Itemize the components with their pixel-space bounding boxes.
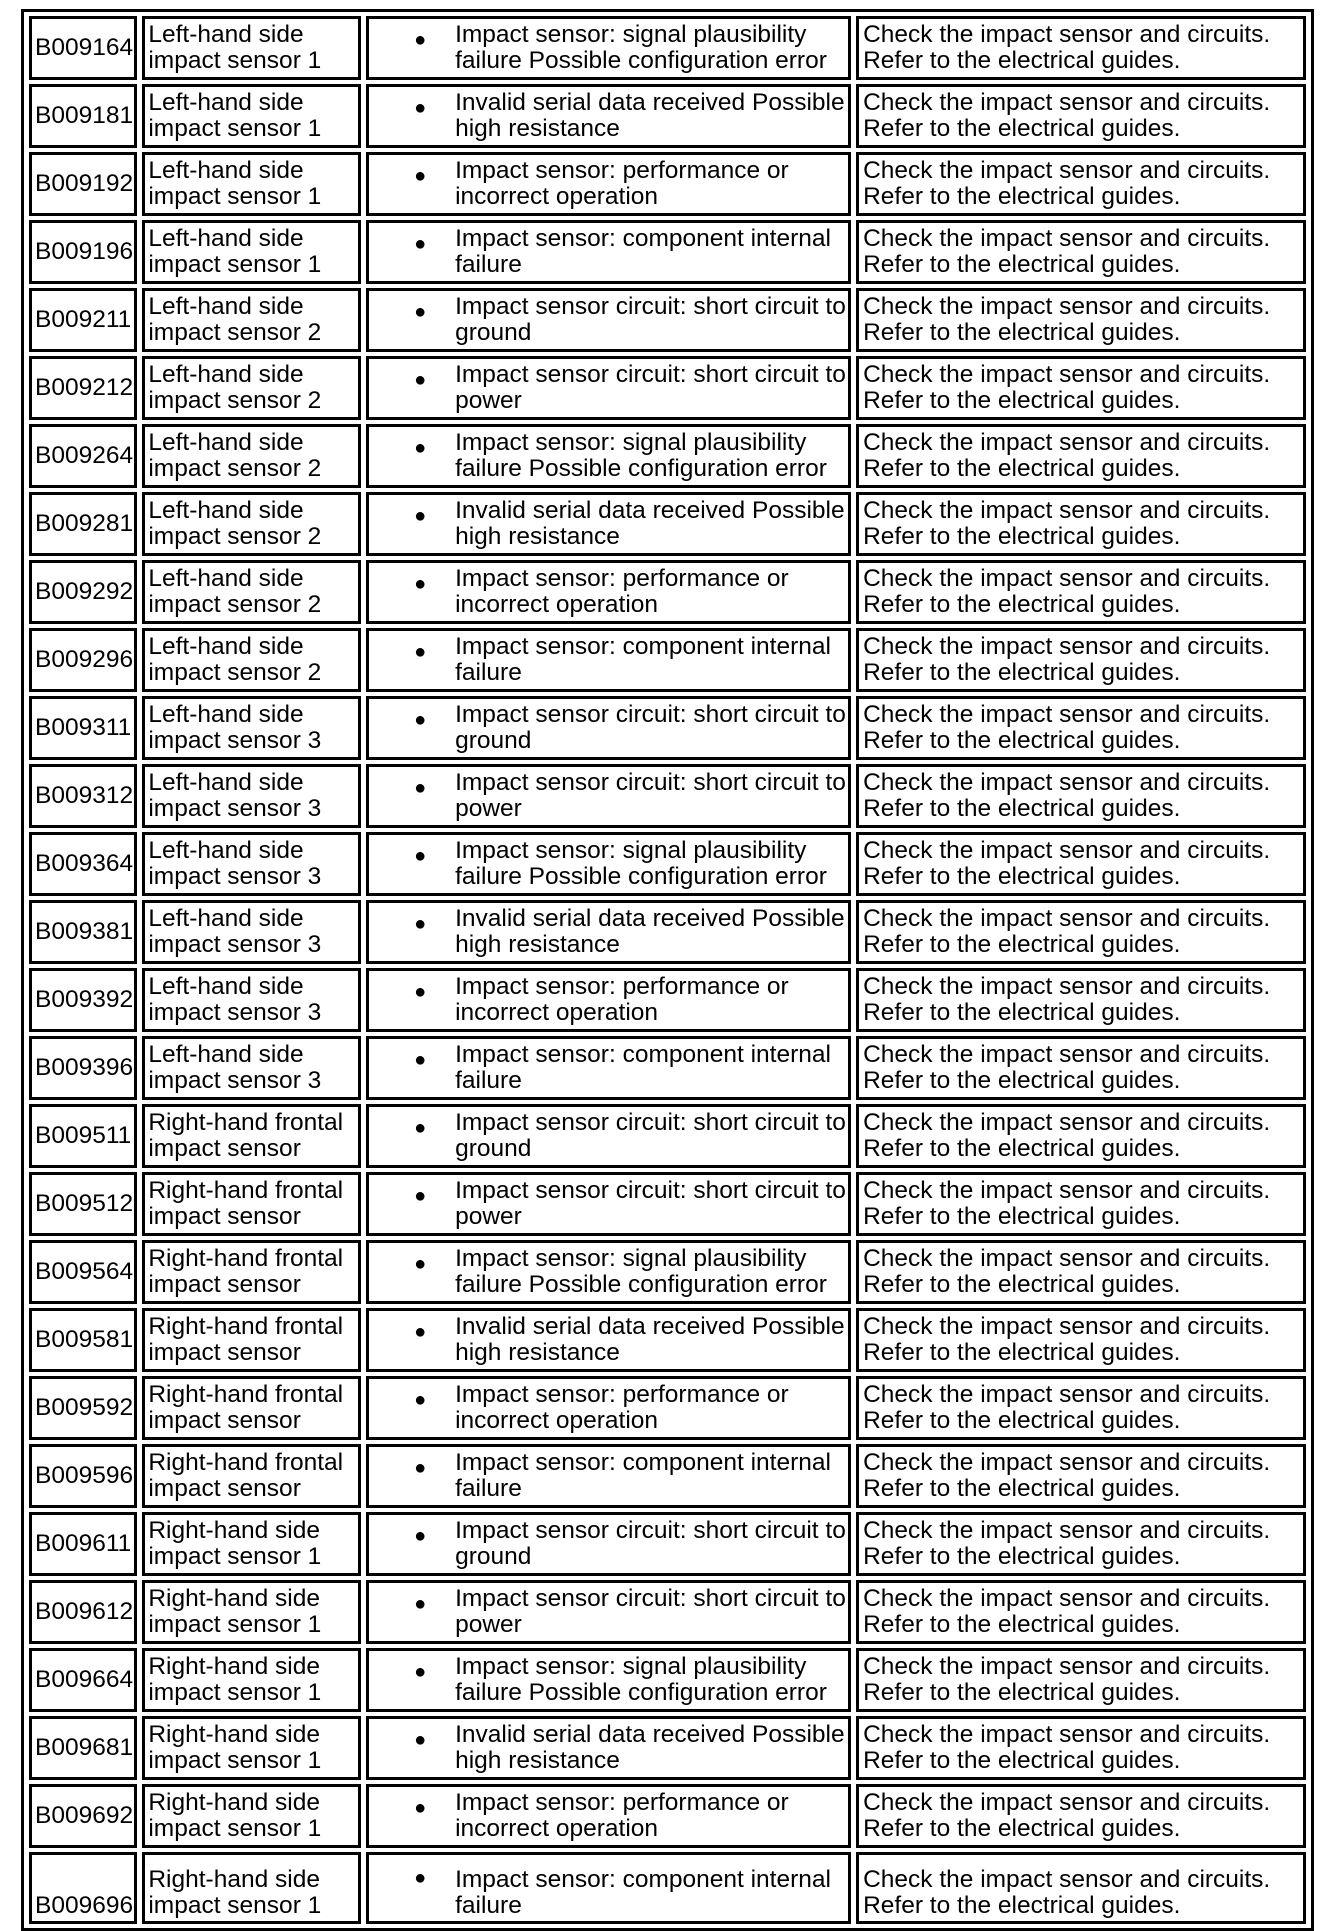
dtc-code-cell: B009381 <box>29 900 137 964</box>
dtc-code-cell: B009164 <box>29 16 137 80</box>
description-cell <box>366 968 851 1032</box>
description-cell <box>366 84 851 148</box>
bullet-icon: ● <box>414 1729 427 1751</box>
description-cell <box>366 424 851 488</box>
dtc-code-cell: B009512 <box>29 1172 137 1236</box>
description-text: Impact sensor circuit: short circuit to power <box>455 1585 846 1638</box>
description-text: Impact sensor: performance or incorrect operation <box>455 157 789 210</box>
description-text: Impact sensor: signal plausibility failure Possible configuration error <box>455 1245 827 1298</box>
table-row <box>29 152 1306 216</box>
action-cell: Check the impact sensor and circuits. Refer to the electrical guides. <box>856 560 1306 624</box>
subsystem-cell: Left-hand side impact sensor 3 <box>142 900 361 964</box>
table-row <box>29 560 1306 624</box>
dtc-code-cell: B009392 <box>29 968 137 1032</box>
bullet-icon: ● <box>414 573 427 595</box>
description-cell <box>366 1784 851 1848</box>
subsystem-cell: Right-hand frontal impact sensor <box>142 1376 361 1440</box>
subsystem-cell: Left-hand side impact sensor 2 <box>142 628 361 692</box>
description-cell <box>366 1852 851 1924</box>
subsystem-cell: Left-hand side impact sensor 3 <box>142 832 361 896</box>
table-row <box>29 1376 1306 1440</box>
description-text: Invalid serial data received Possible high resistance <box>455 497 845 550</box>
dtc-code-cell: B009364 <box>29 832 137 896</box>
subsystem-cell: Right-hand frontal impact sensor <box>142 1240 361 1304</box>
description-cell <box>366 1648 851 1712</box>
table-row <box>29 492 1306 556</box>
description-cell <box>366 628 851 692</box>
table-row <box>29 1580 1306 1644</box>
subsystem-cell: Left-hand side impact sensor 3 <box>142 696 361 760</box>
table-row <box>29 628 1306 692</box>
description-cell <box>366 1240 851 1304</box>
bullet-icon: ● <box>414 1661 427 1683</box>
description-text: Impact sensor: signal plausibility failure Possible configuration error <box>455 1653 827 1706</box>
bullet-icon: ● <box>414 1049 427 1071</box>
description-text: Invalid serial data received Possible high resistance <box>455 1313 845 1366</box>
dtc-code-cell: B009281 <box>29 492 137 556</box>
bullet-icon: ● <box>414 29 427 51</box>
dtc-code-cell: B009692 <box>29 1784 137 1848</box>
bullet-icon: ● <box>414 437 427 459</box>
description-cell <box>366 288 851 352</box>
description-text: Impact sensor: component internal failure <box>455 1041 831 1094</box>
description-cell <box>366 1716 851 1780</box>
bullet-icon: ● <box>414 1593 427 1615</box>
table-row <box>29 696 1306 760</box>
action-cell: Check the impact sensor and circuits. Refer to the electrical guides. <box>856 84 1306 148</box>
bullet-icon: ● <box>414 1253 427 1275</box>
dtc-code-cell: B009612 <box>29 1580 137 1644</box>
table-row <box>29 220 1306 284</box>
description-text: Impact sensor: performance or incorrect operation <box>455 1789 789 1842</box>
table-row <box>29 1648 1306 1712</box>
subsystem-cell: Right-hand frontal impact sensor <box>142 1172 361 1236</box>
description-cell <box>366 764 851 828</box>
description-text: Invalid serial data received Possible high resistance <box>455 89 845 142</box>
description-text: Invalid serial data received Possible high resistance <box>455 1721 845 1774</box>
dtc-code-cell: B009212 <box>29 356 137 420</box>
action-cell: Check the impact sensor and circuits. Refer to the electrical guides. <box>856 288 1306 352</box>
action-cell: Check the impact sensor and circuits. Refer to the electrical guides. <box>856 1036 1306 1100</box>
description-cell <box>366 1172 851 1236</box>
description-text: Impact sensor: component internal failure <box>455 225 831 278</box>
subsystem-cell: Left-hand side impact sensor 1 <box>142 220 361 284</box>
description-cell <box>366 1444 851 1508</box>
bullet-icon: ● <box>414 1117 427 1139</box>
subsystem-cell: Right-hand side impact sensor 1 <box>142 1648 361 1712</box>
table-row <box>29 1512 1306 1576</box>
table-row <box>29 424 1306 488</box>
subsystem-cell: Left-hand side impact sensor 1 <box>142 152 361 216</box>
dtc-code-cell: B009581 <box>29 1308 137 1372</box>
subsystem-cell: Right-hand side impact sensor 1 <box>142 1852 361 1924</box>
table-row <box>29 1852 1306 1924</box>
bullet-icon: ● <box>414 1185 427 1207</box>
bullet-icon: ● <box>414 777 427 799</box>
action-cell: Check the impact sensor and circuits. Refer to the electrical guides. <box>856 1512 1306 1576</box>
description-text: Invalid serial data received Possible high resistance <box>455 905 845 958</box>
subsystem-cell: Right-hand side impact sensor 1 <box>142 1716 361 1780</box>
description-text: Impact sensor circuit: short circuit to ground <box>455 1517 846 1570</box>
subsystem-cell: Left-hand side impact sensor 2 <box>142 288 361 352</box>
dtc-code-cell: B009664 <box>29 1648 137 1712</box>
action-cell: Check the impact sensor and circuits. Refer to the electrical guides. <box>856 1648 1306 1712</box>
description-cell <box>366 696 851 760</box>
bullet-icon: ● <box>414 369 427 391</box>
table-row <box>29 1104 1306 1168</box>
action-cell: Check the impact sensor and circuits. Refer to the electrical guides. <box>856 1444 1306 1508</box>
action-cell: Check the impact sensor and circuits. Refer to the electrical guides. <box>856 16 1306 80</box>
action-cell: Check the impact sensor and circuits. Refer to the electrical guides. <box>856 1852 1306 1924</box>
table-row <box>29 1172 1306 1236</box>
table-row <box>29 900 1306 964</box>
description-cell <box>366 492 851 556</box>
table-row <box>29 1784 1306 1848</box>
action-cell: Check the impact sensor and circuits. Refer to the electrical guides. <box>856 1104 1306 1168</box>
table-row <box>29 764 1306 828</box>
description-cell <box>366 832 851 896</box>
action-cell: Check the impact sensor and circuits. Refer to the electrical guides. <box>856 1784 1306 1848</box>
dtc-table-body <box>29 16 1306 1924</box>
action-cell: Check the impact sensor and circuits. Refer to the electrical guides. <box>856 220 1306 284</box>
table-row <box>29 1308 1306 1372</box>
dtc-code-cell: B009312 <box>29 764 137 828</box>
bullet-icon: ● <box>414 301 427 323</box>
description-cell <box>366 16 851 80</box>
description-text: Impact sensor circuit: short circuit to ground <box>455 293 846 346</box>
bullet-icon: ● <box>414 913 427 935</box>
action-cell: Check the impact sensor and circuits. Refer to the electrical guides. <box>856 1240 1306 1304</box>
dtc-code-cell: B009296 <box>29 628 137 692</box>
description-cell <box>366 1104 851 1168</box>
table-row <box>29 356 1306 420</box>
action-cell: Check the impact sensor and circuits. Refer to the electrical guides. <box>856 1716 1306 1780</box>
subsystem-cell: Left-hand side impact sensor 3 <box>142 968 361 1032</box>
description-text: Impact sensor: signal plausibility failure Possible configuration error <box>455 21 827 74</box>
bullet-icon: ● <box>414 97 427 119</box>
description-text: Impact sensor: component internal failure <box>455 1449 831 1502</box>
bullet-icon: ● <box>414 165 427 187</box>
description-cell <box>366 1036 851 1100</box>
description-cell <box>366 900 851 964</box>
description-cell <box>366 1512 851 1576</box>
description-cell <box>366 152 851 216</box>
description-cell <box>366 1308 851 1372</box>
subsystem-cell: Left-hand side impact sensor 2 <box>142 424 361 488</box>
subsystem-cell: Left-hand side impact sensor 1 <box>142 16 361 80</box>
bullet-icon: ● <box>414 233 427 255</box>
dtc-code-cell: B009611 <box>29 1512 137 1576</box>
description-cell <box>366 560 851 624</box>
bullet-icon: ● <box>414 1457 427 1479</box>
action-cell: Check the impact sensor and circuits. Refer to the electrical guides. <box>856 1580 1306 1644</box>
action-cell: Check the impact sensor and circuits. Refer to the electrical guides. <box>856 764 1306 828</box>
dtc-code-cell: B009181 <box>29 84 137 148</box>
description-text: Impact sensor: performance or incorrect operation <box>455 565 789 618</box>
table-row <box>29 288 1306 352</box>
action-cell: Check the impact sensor and circuits. Refer to the electrical guides. <box>856 1376 1306 1440</box>
action-cell: Check the impact sensor and circuits. Refer to the electrical guides. <box>856 832 1306 896</box>
subsystem-cell: Left-hand side impact sensor 3 <box>142 764 361 828</box>
dtc-code-cell: B009211 <box>29 288 137 352</box>
action-cell: Check the impact sensor and circuits. Refer to the electrical guides. <box>856 696 1306 760</box>
bullet-icon: ● <box>414 641 427 663</box>
subsystem-cell: Right-hand frontal impact sensor <box>142 1308 361 1372</box>
action-cell: Check the impact sensor and circuits. Refer to the electrical guides. <box>856 492 1306 556</box>
subsystem-cell: Right-hand frontal impact sensor <box>142 1444 361 1508</box>
bullet-icon: ● <box>414 1867 427 1889</box>
action-cell: Check the impact sensor and circuits. Refer to the electrical guides. <box>856 356 1306 420</box>
table-row <box>29 1444 1306 1508</box>
bullet-icon: ● <box>414 709 427 731</box>
bullet-icon: ● <box>414 981 427 1003</box>
dtc-code-cell: B009696 <box>29 1852 137 1924</box>
description-text: Impact sensor circuit: short circuit to power <box>455 769 846 822</box>
description-text: Impact sensor: performance or incorrect operation <box>455 973 789 1026</box>
table-row <box>29 1716 1306 1780</box>
table-row <box>29 16 1306 80</box>
description-text: Impact sensor: signal plausibility failure Possible configuration error <box>455 429 827 482</box>
subsystem-cell: Left-hand side impact sensor 2 <box>142 492 361 556</box>
table-row <box>29 832 1306 896</box>
dtc-code-cell: B009311 <box>29 696 137 760</box>
description-cell <box>366 1376 851 1440</box>
dtc-code-cell: B009681 <box>29 1716 137 1780</box>
subsystem-cell: Right-hand side impact sensor 1 <box>142 1512 361 1576</box>
action-cell: Check the impact sensor and circuits. Refer to the electrical guides. <box>856 152 1306 216</box>
action-cell: Check the impact sensor and circuits. Refer to the electrical guides. <box>856 628 1306 692</box>
bullet-icon: ● <box>414 845 427 867</box>
bullet-icon: ● <box>414 1321 427 1343</box>
subsystem-cell: Right-hand side impact sensor 1 <box>142 1784 361 1848</box>
action-cell: Check the impact sensor and circuits. Refer to the electrical guides. <box>856 1308 1306 1372</box>
table-row <box>29 968 1306 1032</box>
dtc-table <box>21 9 1314 1931</box>
dtc-code-cell: B009192 <box>29 152 137 216</box>
bullet-icon: ● <box>414 1389 427 1411</box>
dtc-code-cell: B009196 <box>29 220 137 284</box>
table-row <box>29 1036 1306 1100</box>
description-text: Impact sensor: component internal failure <box>455 633 831 686</box>
dtc-code-cell: B009264 <box>29 424 137 488</box>
description-cell <box>366 356 851 420</box>
description-cell <box>366 1580 851 1644</box>
description-text: Impact sensor: performance or incorrect operation <box>455 1381 789 1434</box>
dtc-code-cell: B009564 <box>29 1240 137 1304</box>
description-text: Impact sensor: signal plausibility failure Possible configuration error <box>455 837 827 890</box>
subsystem-cell: Left-hand side impact sensor 1 <box>142 84 361 148</box>
action-cell: Check the impact sensor and circuits. Refer to the electrical guides. <box>856 968 1306 1032</box>
description-cell <box>366 220 851 284</box>
dtc-code-cell: B009396 <box>29 1036 137 1100</box>
description-text: Impact sensor circuit: short circuit to power <box>455 361 846 414</box>
action-cell: Check the impact sensor and circuits. Refer to the electrical guides. <box>856 424 1306 488</box>
description-text: Impact sensor circuit: short circuit to ground <box>455 1109 846 1162</box>
action-cell: Check the impact sensor and circuits. Refer to the electrical guides. <box>856 1172 1306 1236</box>
subsystem-cell: Left-hand side impact sensor 2 <box>142 560 361 624</box>
description-text: Impact sensor circuit: short circuit to ground <box>455 701 846 754</box>
dtc-code-cell: B009592 <box>29 1376 137 1440</box>
subsystem-cell: Right-hand frontal impact sensor <box>142 1104 361 1168</box>
bullet-icon: ● <box>414 1525 427 1547</box>
dtc-code-cell: B009596 <box>29 1444 137 1508</box>
subsystem-cell: Right-hand side impact sensor 1 <box>142 1580 361 1644</box>
bullet-icon: ● <box>414 1797 427 1819</box>
description-text: Impact sensor circuit: short circuit to power <box>455 1177 846 1230</box>
dtc-code-cell: B009292 <box>29 560 137 624</box>
description-text: Impact sensor: component internal failure <box>455 1866 831 1919</box>
table-row <box>29 1240 1306 1304</box>
subsystem-cell: Left-hand side impact sensor 3 <box>142 1036 361 1100</box>
action-cell: Check the impact sensor and circuits. Refer to the electrical guides. <box>856 900 1306 964</box>
subsystem-cell: Left-hand side impact sensor 2 <box>142 356 361 420</box>
dtc-code-cell: B009511 <box>29 1104 137 1168</box>
table-row <box>29 84 1306 148</box>
bullet-icon: ● <box>414 505 427 527</box>
